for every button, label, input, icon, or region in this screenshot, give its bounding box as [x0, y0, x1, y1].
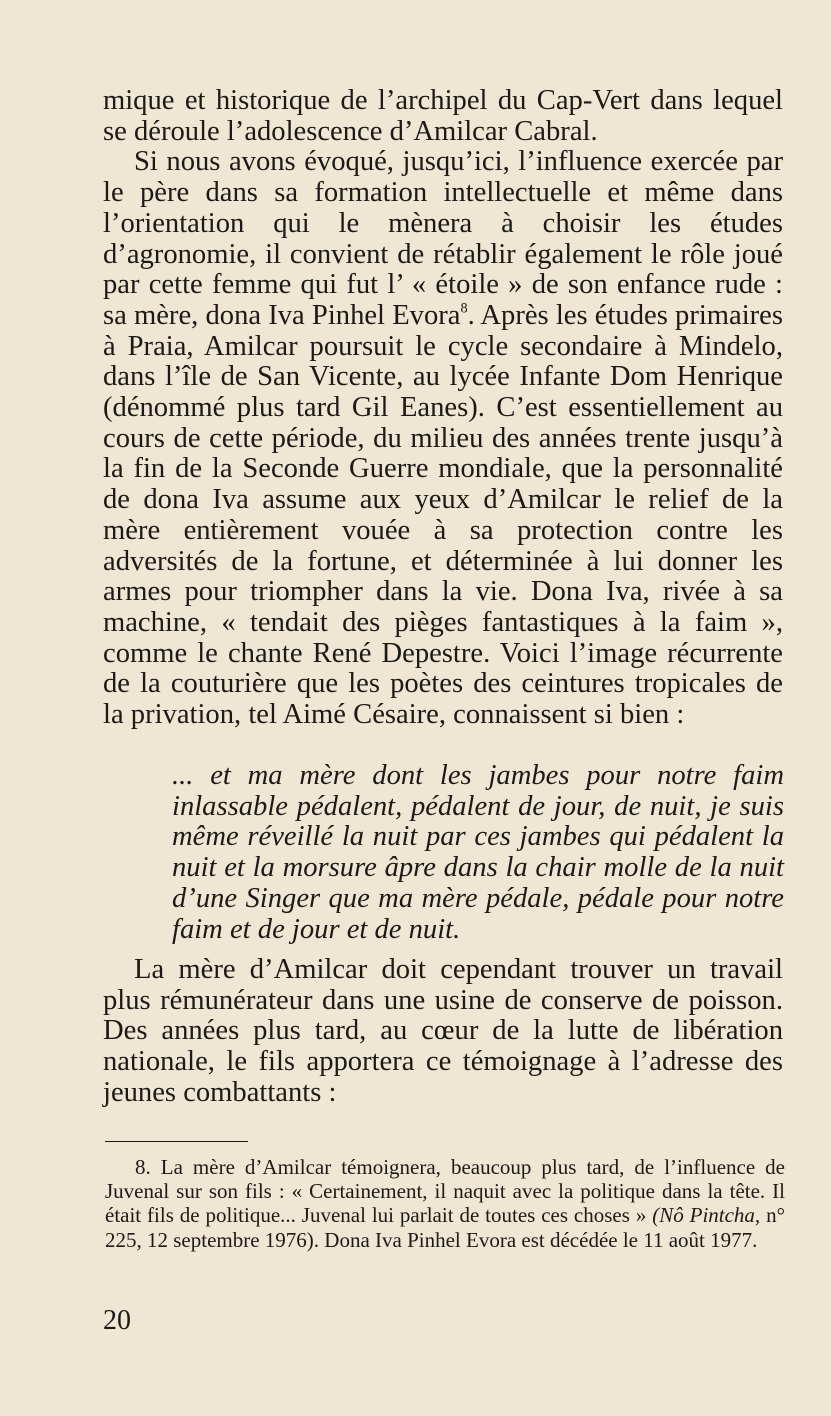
- footnote-reference: 8: [460, 300, 468, 317]
- footnote-part2: n° 225, 12 septembre 1976). Dona Iva Pinhel Evora est décédée le 11 août 1977.: [105, 1203, 785, 1252]
- quote-text: ... et ma mère dont les jambes pour notre faim inlassable pédalent, pédalent de jour, de nuit, je suis même réveillé la nuit par ces jambes qui pédalent la nuit et la morsure âpre dans la chair molle de la nuit d’une Singer que ma mère pédale, pédale pour notre faim et de jour et de nuit.: [172, 760, 784, 945]
- cesaire-quote: [172, 761, 784, 945]
- footnote-source-title: (Nô Pintcha,: [652, 1203, 761, 1228]
- paragraph-mother-part2: . Après les études primaires à Praia, Amilcar poursuit le cycle secondaire à Mindelo, dans l’île de San Vicente, au lycée Infante Dom Henrique (dénommé plus tard Gil Eanes). C’est essentiellement au cours de cette période, du milieu des années trente jusqu’à la fin de la Seconde Guerre mondiale, que la personnalité de dona Iva assume aux yeux d’Amilcar le relief de la mère entièrement vouée à sa protection contre les adversités de la fortune, et déterminée à lui donner les armes pour triompher dans la vie. Dona Iva, rivée à sa machine, « tendait des pièges fantastiques à la faim », comme le chante René Depestre. Voici l’image récurrente de la couturière que les poètes des ceintures tropicales de la privation, tel Aimé Césaire, connaissent si bien :: [103, 299, 783, 731]
- page-number: 20: [103, 1305, 131, 1336]
- footnote-part1: 8. La mère d’Amilcar témoignera, beaucoup plus tard, de l’influence de Juvenal sur son fils : « Certainement, il naquit avec la politique dans la tête. Il était fils de politique... Juvenal lui parlait de toutes ces choses »: [105, 1155, 785, 1228]
- paragraph-continued: mique et historique de l’archipel du Cap-Vert dans lequel se déroule l’adolescence d’Amilcar Cabral.: [103, 85, 783, 147]
- paragraph-factory: La mère d’Amilcar doit cependant trouver un travail plus rémunérateur dans une usine de conserve de poisson. Des années plus tard, au cœur de la lutte de libération nationale, le fils apportera ce témoignage à l’adresse des jeunes combattants :: [103, 954, 783, 1108]
- paragraph-mother: [103, 147, 783, 730]
- paragraph-mother-part1: Si nous avons évoqué, jusqu’ici, l’influence exercée par le père dans sa formation intellectuelle et même dans l’orientation qui le mènera à choisir les études d’agronomie, il convient de rétablir également le rôle joué par cette femme qui fut l’ « étoile » de son enfance rude : sa mère, dona Iva Pinhel Evora: [103, 146, 783, 331]
- footnote-text: [105, 1155, 785, 1252]
- footnote-8: [105, 1155, 785, 1252]
- footnote-divider: [105, 1141, 248, 1142]
- main-text: [103, 86, 783, 731]
- closing-paragraph: [103, 955, 783, 1109]
